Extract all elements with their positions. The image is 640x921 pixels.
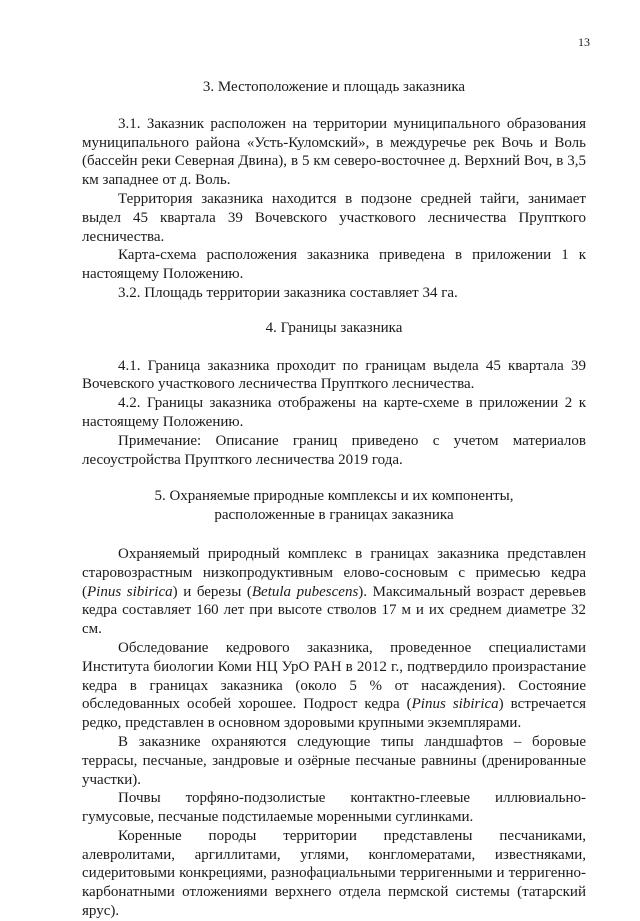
text-run: Охраняемый природный комплекс в границах заказника представлен старовозрастным низкопродуктивным елово-сосновым с примесью кедра ( xyxy=(82,545,586,600)
paragraph-5-complex xyxy=(82,545,586,639)
section-heading-5-line2: расположенные в границах заказника xyxy=(214,507,454,524)
text-run: ) и березы ( xyxy=(172,583,252,600)
section-heading-4: 4. Границы заказника xyxy=(265,319,403,336)
paragraph-5-survey xyxy=(82,639,586,733)
paragraph-4-1: 4.1. Граница заказника проходит по границам выдела 45 квартала 39 Вочевского участкового лесничества Прупткого лесничества. xyxy=(82,357,586,393)
latin-name: Betula pubescens xyxy=(251,583,359,600)
paragraph-5-landscapes: В заказнике охраняются следующие типы ландшафтов – боровые террасы, песчаные, зандровые и озёрные песчаные равнины (дренированные участки). xyxy=(82,733,586,788)
page-number: 13 xyxy=(578,35,590,49)
paragraph-4-2: 4.2. Границы заказника отображены на карте-схеме в приложении 2 к настоящему Положению. xyxy=(82,395,586,430)
section-heading-5-line1: 5. Охраняемые природные комплексы и их компоненты, xyxy=(154,488,514,505)
paragraph-4-note: Примечание: Описание границ приведено с учетом материалов лесоустройства Прупткого лесничества 2019 года. xyxy=(82,432,586,468)
text-run: ) встречается редко, представлен в основном здоровыми крупными экземплярами. xyxy=(82,696,587,732)
paragraph-3-map: Карта-схема расположения заказника приведена в приложении 1 к настоящему Положению. xyxy=(82,247,586,283)
paragraph-5-soils: Почвы торфяно-подзолистые контактно-глеевые иллювиально-гумусовые, песчаные подстилаемые моренными суглинками. xyxy=(82,790,586,826)
paragraph-3-2: 3.2. Площадь территории заказника составляет 34 га. xyxy=(118,284,458,301)
document-body xyxy=(82,78,586,921)
section-heading-3: 3. Местоположение и площадь заказника xyxy=(202,79,466,95)
paragraph-3-1: 3.1. Заказник расположен на территории муниципального образования муниципального района «Усть-Куломский», в междуречье рек Вочь и Воль (бассейн реки Северная Двина), в 5 км северо-восточнее д. Верхний Воч, в 3,5 км западнее от д. Воль. xyxy=(82,115,586,189)
paragraph-5-rocks: Коренные породы территории представлены песчаниками, алевролитами, аргиллитами, углями, конгломератами, известняками, сидеритовыми конкрециями, разнофациальными терригенными и терригенно-карбонатными отложениями верхнего отдела пермской системы (татарский ярус). xyxy=(82,827,586,920)
latin-name: Pinus sibirica xyxy=(411,696,499,713)
latin-name: Pinus sibirica xyxy=(87,583,173,600)
paragraph-3-territory: Территория заказника находится в подзоне средней тайги, занимает выдел 45 квартала 39 Вочевского участкового лесничества Прупткого лесничества. xyxy=(82,190,586,245)
text-run: Обследование кедрового заказника, проведенное специалистами Института биологии Коми НЦ УрО РАН в 2012 г., подтвердило произрастание кедра в границах заказника (около 5 % от насаждения). Состояние обследованных особей хорошее. Подрост кедра ( xyxy=(82,639,586,713)
text-run: ). Максимальный возраст деревьев кедра составляет 160 лет при высоте стволов 17 м и их среднем диаметре 32 см. xyxy=(82,583,586,638)
section-heading-5 xyxy=(82,487,586,525)
